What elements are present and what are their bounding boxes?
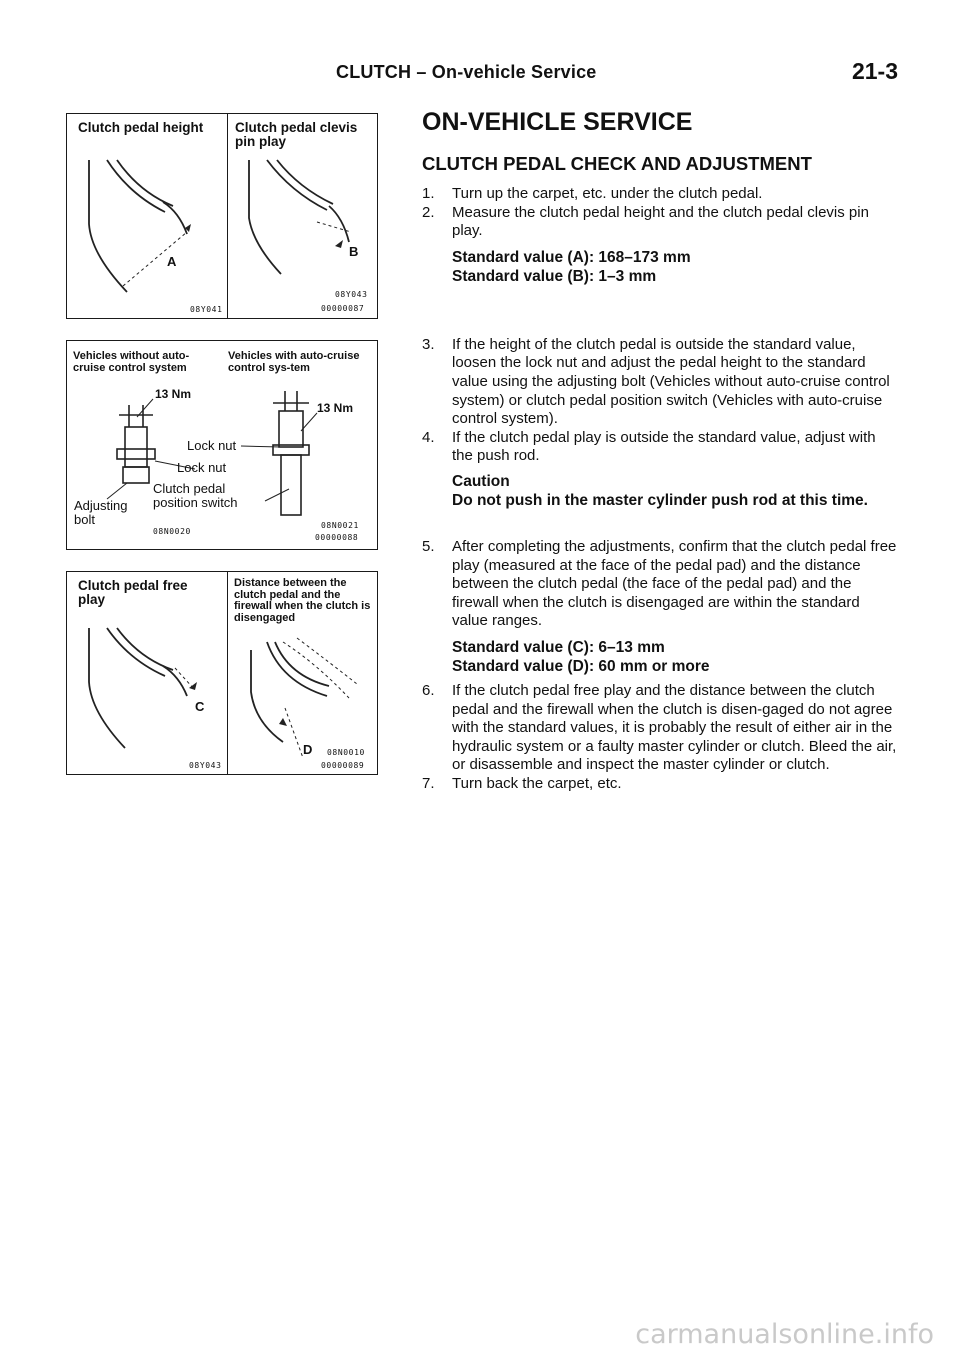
step-5: [422, 538, 898, 631]
step-text: If the clutch pedal free play and the distance between the clutch pedal and the firewall when the clutch is disen-gaged do not agree with the standard values, it is probably the result of either air in the hydraulic system or a faulty master cylinder or clutch. Bleed the air, or disassemble and inspect the master cylinder or clutch.: [452, 681, 897, 774]
switch-label: Clutch pedal position switch: [153, 481, 238, 510]
caution-text: Do not push in the master cylinder push rod at this time.: [452, 491, 868, 509]
fig1-code-left: 08Y041: [190, 305, 223, 314]
caption-free-play: Clutch pedal free play: [78, 578, 188, 607]
caption-firewall-distance: Distance between the clutch pedal and the firewall when the clutch is disengaged: [234, 577, 371, 624]
caption-pedal-height: Clutch pedal height: [78, 120, 204, 135]
label-d: D: [303, 742, 313, 757]
fig2-code-right-bottom: 00000088: [315, 533, 359, 542]
caption-without-auto-cruise: Vehicles without auto-cruise control system: [73, 350, 190, 374]
fig3-code-right-bottom: 00000089: [321, 761, 365, 770]
step-number: 7.: [422, 774, 435, 792]
caption-clevis-pin-play: Clutch pedal clevis pin play: [235, 120, 358, 149]
lock-nut-label-1: Lock nut: [187, 438, 237, 453]
step-text: Turn up the carpet, etc. under the clutch pedal.: [452, 185, 763, 202]
fig2-code-left: 08N0020: [153, 527, 191, 536]
torque-left: 13 Nm: [155, 387, 192, 401]
step-number: 2.: [422, 203, 435, 221]
page-header: [0, 58, 960, 90]
standard-value-b: Standard value (B): 1–3 mm: [452, 267, 657, 285]
step-6: [422, 682, 898, 775]
standard-value-d: Standard value (D): 60 mm or more: [452, 657, 710, 675]
fig1-code-right-bottom: 00000087: [321, 304, 365, 313]
step-number: 4.: [422, 428, 435, 446]
step-text: Measure the clutch pedal height and the clutch pedal clevis pin play.: [452, 203, 869, 240]
main-content: [422, 108, 898, 793]
torque-right: 13 Nm: [317, 401, 354, 415]
step-7: [422, 775, 898, 794]
figure-free-play: [66, 571, 378, 775]
figure-adjustment: [66, 340, 378, 550]
step-number: 1.: [422, 185, 435, 202]
step-3: [422, 336, 898, 429]
section-title: ON-VEHICLE SERVICE: [422, 108, 693, 136]
caution-block: [422, 472, 898, 510]
label-c: C: [195, 699, 205, 714]
standard-values-cd: [422, 638, 898, 676]
label-a: A: [167, 254, 177, 269]
lock-nut-label-2: Lock nut: [177, 460, 227, 475]
caption-with-auto-cruise: Vehicles with auto-cruise control sys-tem: [228, 350, 360, 374]
step-text: If the clutch pedal play is outside the standard value, adjust with the push rod.: [452, 428, 876, 465]
section-subtitle: CLUTCH PEDAL CHECK AND ADJUSTMENT: [422, 153, 812, 174]
step-text: After completing the adjustments, confirm that the clutch pedal free play (measured at the face of the pedal pad) and the distance between the clutch pedal (the face of the pedal pad) and the firewall when the clutch is disengaged are within the standard value ranges.: [452, 537, 897, 630]
step-number: 3.: [422, 335, 435, 353]
watermark: carmanualsonline.info: [635, 1319, 934, 1350]
label-b: B: [349, 244, 359, 259]
free-play-drawing: [67, 572, 377, 774]
header-title: CLUTCH – On-vehicle Service: [336, 62, 597, 82]
step-number: 6.: [422, 681, 435, 699]
step-2: [422, 204, 898, 241]
fig2-code-right-top: 08N0021: [321, 521, 359, 530]
fig3-code-right-top: 08N0010: [327, 748, 365, 757]
step-text: If the height of the clutch pedal is outside the standard value, loosen the lock nut and adjust the pedal height to the standard value using the adjusting bolt (Vehicles without auto-cruise control system) or clutch pedal position switch (Vehicles with auto-cruise control system).: [452, 335, 890, 428]
step-text: Turn back the carpet, etc.: [452, 774, 622, 792]
standard-value-a: Standard value (A): 168–173 mm: [452, 248, 691, 266]
fig1-code-right-top: 08Y043: [335, 290, 368, 299]
figure-pedal-height: [66, 113, 378, 319]
page-number: 21-3: [851, 58, 898, 84]
step-1: [422, 185, 898, 204]
pedal-height-drawing: [67, 114, 377, 318]
step-number: 5.: [422, 537, 435, 555]
standard-value-c: Standard value (C): 6–13 mm: [452, 638, 665, 656]
caution-title: Caution: [452, 472, 510, 490]
step-4: [422, 429, 898, 466]
bolt-label: Adjusting bolt: [74, 498, 128, 527]
standard-values-ab: [422, 248, 898, 286]
fig3-code-left: 08Y043: [189, 761, 222, 770]
